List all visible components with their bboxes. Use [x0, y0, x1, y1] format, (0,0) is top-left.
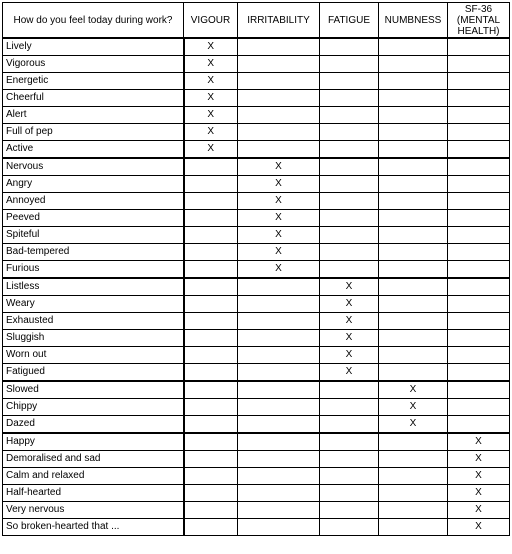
table-row — [3, 141, 510, 159]
empty-cell-numbness — [379, 502, 448, 519]
empty-cell-vigour — [184, 347, 238, 364]
empty-cell-irritability — [238, 278, 320, 296]
header-irritability: IRRITABILITY — [238, 3, 320, 39]
empty-cell-numbness — [379, 451, 448, 468]
empty-cell-irritability — [238, 399, 320, 416]
mark-cell-sf36: X — [448, 451, 510, 468]
mark-cell-sf36: X — [448, 519, 510, 536]
table-row — [3, 244, 510, 261]
row-label: Peeved — [3, 210, 184, 227]
row-label: Exhausted — [3, 313, 184, 330]
empty-cell-numbness — [379, 38, 448, 56]
empty-cell-vigour — [184, 330, 238, 347]
row-label: Alert — [3, 107, 184, 124]
table-row — [3, 296, 510, 313]
empty-cell-fatigue — [320, 90, 379, 107]
table-row — [3, 176, 510, 193]
empty-cell-fatigue — [320, 416, 379, 434]
header-sf36-line1: SF-36 — [464, 3, 493, 15]
mark-cell-vigour: X — [184, 73, 238, 90]
mark-cell-sf36: X — [448, 485, 510, 502]
empty-cell-vigour — [184, 451, 238, 468]
table-row — [3, 158, 510, 176]
empty-cell-irritability — [238, 313, 320, 330]
mark-cell-sf36: X — [448, 468, 510, 485]
row-label: Weary — [3, 296, 184, 313]
table-body — [3, 38, 510, 536]
empty-cell-sf36 — [448, 381, 510, 399]
row-label: Demoralised and sad — [3, 451, 184, 468]
row-label: Happy — [3, 433, 184, 451]
empty-cell-numbness — [379, 210, 448, 227]
row-label: Nervous — [3, 158, 184, 176]
row-label: Vigorous — [3, 56, 184, 73]
empty-cell-vigour — [184, 485, 238, 502]
header-numbness: NUMBNESS — [379, 3, 448, 39]
mark-cell-numbness: X — [379, 416, 448, 434]
empty-cell-fatigue — [320, 107, 379, 124]
empty-cell-irritability — [238, 296, 320, 313]
table-row — [3, 468, 510, 485]
empty-cell-numbness — [379, 227, 448, 244]
empty-cell-numbness — [379, 124, 448, 141]
empty-cell-vigour — [184, 210, 238, 227]
empty-cell-irritability — [238, 451, 320, 468]
empty-cell-numbness — [379, 485, 448, 502]
empty-cell-irritability — [238, 364, 320, 382]
empty-cell-irritability — [238, 433, 320, 451]
empty-cell-sf36 — [448, 244, 510, 261]
empty-cell-numbness — [379, 347, 448, 364]
row-label: Fatigued — [3, 364, 184, 382]
empty-cell-sf36 — [448, 261, 510, 279]
empty-cell-vigour — [184, 433, 238, 451]
table-row — [3, 416, 510, 434]
header-question: How do you feel today during work? — [3, 3, 184, 39]
row-label: Worn out — [3, 347, 184, 364]
empty-cell-numbness — [379, 364, 448, 382]
empty-cell-irritability — [238, 519, 320, 536]
header-sf36-line2: (MENTAL — [456, 14, 501, 26]
empty-cell-sf36 — [448, 90, 510, 107]
empty-cell-irritability — [238, 485, 320, 502]
mark-cell-vigour: X — [184, 90, 238, 107]
table-row — [3, 347, 510, 364]
row-label: Active — [3, 141, 184, 159]
row-label: Cheerful — [3, 90, 184, 107]
empty-cell-irritability — [238, 416, 320, 434]
empty-cell-sf36 — [448, 193, 510, 210]
table-row — [3, 90, 510, 107]
empty-cell-sf36 — [448, 141, 510, 159]
empty-cell-numbness — [379, 261, 448, 279]
empty-cell-fatigue — [320, 244, 379, 261]
row-label: Spiteful — [3, 227, 184, 244]
empty-cell-irritability — [238, 38, 320, 56]
table-row — [3, 124, 510, 141]
empty-cell-fatigue — [320, 141, 379, 159]
empty-cell-sf36 — [448, 107, 510, 124]
empty-cell-numbness — [379, 433, 448, 451]
empty-cell-numbness — [379, 107, 448, 124]
empty-cell-fatigue — [320, 468, 379, 485]
empty-cell-numbness — [379, 193, 448, 210]
header-sf36-line3: HEALTH) — [457, 25, 500, 37]
mark-cell-sf36: X — [448, 433, 510, 451]
mark-cell-vigour: X — [184, 107, 238, 124]
table-row — [3, 433, 510, 451]
table-row — [3, 451, 510, 468]
empty-cell-sf36 — [448, 416, 510, 434]
row-label: Half-hearted — [3, 485, 184, 502]
empty-cell-numbness — [379, 90, 448, 107]
row-label: Sluggish — [3, 330, 184, 347]
table-row — [3, 193, 510, 210]
row-label: Full of pep — [3, 124, 184, 141]
empty-cell-fatigue — [320, 38, 379, 56]
empty-cell-sf36 — [448, 347, 510, 364]
mark-cell-irritability: X — [238, 176, 320, 193]
empty-cell-vigour — [184, 364, 238, 382]
empty-cell-sf36 — [448, 296, 510, 313]
table-row — [3, 330, 510, 347]
empty-cell-vigour — [184, 519, 238, 536]
mark-cell-irritability: X — [238, 158, 320, 176]
empty-cell-irritability — [238, 347, 320, 364]
mark-cell-fatigue: X — [320, 278, 379, 296]
mark-cell-vigour: X — [184, 38, 238, 56]
table-row — [3, 56, 510, 73]
empty-cell-fatigue — [320, 433, 379, 451]
empty-cell-numbness — [379, 141, 448, 159]
header-vigour: VIGOUR — [184, 3, 238, 39]
empty-cell-fatigue — [320, 158, 379, 176]
row-label: Bad-tempered — [3, 244, 184, 261]
empty-cell-sf36 — [448, 278, 510, 296]
row-label: Calm and relaxed — [3, 468, 184, 485]
empty-cell-fatigue — [320, 261, 379, 279]
empty-cell-numbness — [379, 278, 448, 296]
empty-cell-irritability — [238, 381, 320, 399]
table-row — [3, 261, 510, 279]
table-row — [3, 485, 510, 502]
table-row — [3, 227, 510, 244]
mark-cell-fatigue: X — [320, 347, 379, 364]
empty-cell-vigour — [184, 176, 238, 193]
empty-cell-fatigue — [320, 451, 379, 468]
empty-cell-vigour — [184, 278, 238, 296]
empty-cell-vigour — [184, 227, 238, 244]
empty-cell-vigour — [184, 468, 238, 485]
empty-cell-numbness — [379, 519, 448, 536]
empty-cell-fatigue — [320, 381, 379, 399]
mark-cell-irritability: X — [238, 193, 320, 210]
row-label: Furious — [3, 261, 184, 279]
empty-cell-irritability — [238, 107, 320, 124]
empty-cell-sf36 — [448, 227, 510, 244]
table-row — [3, 210, 510, 227]
empty-cell-vigour — [184, 502, 238, 519]
table-row — [3, 502, 510, 519]
empty-cell-numbness — [379, 244, 448, 261]
empty-cell-sf36 — [448, 56, 510, 73]
empty-cell-sf36 — [448, 176, 510, 193]
row-label: So broken-hearted that ... — [3, 519, 184, 536]
empty-cell-fatigue — [320, 502, 379, 519]
table-row — [3, 278, 510, 296]
row-label: Annoyed — [3, 193, 184, 210]
empty-cell-irritability — [238, 330, 320, 347]
empty-cell-sf36 — [448, 210, 510, 227]
mark-cell-irritability: X — [238, 261, 320, 279]
empty-cell-fatigue — [320, 73, 379, 90]
mark-cell-fatigue: X — [320, 330, 379, 347]
header-row — [3, 3, 510, 39]
mark-cell-fatigue: X — [320, 364, 379, 382]
table-row — [3, 519, 510, 536]
empty-cell-vigour — [184, 416, 238, 434]
mood-scale-table — [2, 2, 510, 536]
empty-cell-fatigue — [320, 485, 379, 502]
empty-cell-irritability — [238, 502, 320, 519]
empty-cell-sf36 — [448, 364, 510, 382]
row-label: Slowed — [3, 381, 184, 399]
empty-cell-irritability — [238, 73, 320, 90]
empty-cell-numbness — [379, 56, 448, 73]
row-label: Very nervous — [3, 502, 184, 519]
row-label: Energetic — [3, 73, 184, 90]
empty-cell-numbness — [379, 468, 448, 485]
mark-cell-sf36: X — [448, 502, 510, 519]
table-row — [3, 381, 510, 399]
empty-cell-fatigue — [320, 399, 379, 416]
table-row — [3, 107, 510, 124]
table-row — [3, 73, 510, 90]
empty-cell-fatigue — [320, 56, 379, 73]
table-row — [3, 399, 510, 416]
mark-cell-numbness: X — [379, 381, 448, 399]
empty-cell-vigour — [184, 158, 238, 176]
row-label: Chippy — [3, 399, 184, 416]
mark-cell-vigour: X — [184, 141, 238, 159]
empty-cell-vigour — [184, 381, 238, 399]
mark-cell-irritability: X — [238, 244, 320, 261]
empty-cell-fatigue — [320, 124, 379, 141]
mark-cell-irritability: X — [238, 210, 320, 227]
empty-cell-vigour — [184, 399, 238, 416]
empty-cell-numbness — [379, 73, 448, 90]
empty-cell-vigour — [184, 193, 238, 210]
row-label: Angry — [3, 176, 184, 193]
empty-cell-sf36 — [448, 313, 510, 330]
table-header — [3, 3, 510, 39]
row-label: Listless — [3, 278, 184, 296]
mark-cell-vigour: X — [184, 56, 238, 73]
empty-cell-irritability — [238, 141, 320, 159]
empty-cell-numbness — [379, 296, 448, 313]
header-fatigue: FATIGUE — [320, 3, 379, 39]
empty-cell-sf36 — [448, 399, 510, 416]
empty-cell-fatigue — [320, 193, 379, 210]
empty-cell-sf36 — [448, 124, 510, 141]
empty-cell-irritability — [238, 468, 320, 485]
mark-cell-irritability: X — [238, 227, 320, 244]
empty-cell-fatigue — [320, 227, 379, 244]
row-label: Dazed — [3, 416, 184, 434]
empty-cell-irritability — [238, 90, 320, 107]
mark-cell-fatigue: X — [320, 296, 379, 313]
header-sf36 — [448, 3, 510, 39]
empty-cell-vigour — [184, 244, 238, 261]
empty-cell-vigour — [184, 261, 238, 279]
empty-cell-numbness — [379, 313, 448, 330]
empty-cell-vigour — [184, 313, 238, 330]
mark-cell-fatigue: X — [320, 313, 379, 330]
empty-cell-sf36 — [448, 330, 510, 347]
empty-cell-fatigue — [320, 519, 379, 536]
empty-cell-sf36 — [448, 158, 510, 176]
empty-cell-vigour — [184, 296, 238, 313]
empty-cell-irritability — [238, 124, 320, 141]
empty-cell-fatigue — [320, 176, 379, 193]
empty-cell-sf36 — [448, 73, 510, 90]
empty-cell-irritability — [238, 56, 320, 73]
mark-cell-numbness: X — [379, 399, 448, 416]
table-row — [3, 364, 510, 382]
empty-cell-numbness — [379, 330, 448, 347]
empty-cell-sf36 — [448, 38, 510, 56]
empty-cell-numbness — [379, 176, 448, 193]
table-row — [3, 38, 510, 56]
empty-cell-fatigue — [320, 210, 379, 227]
empty-cell-numbness — [379, 158, 448, 176]
row-label: Lively — [3, 38, 184, 56]
mark-cell-vigour: X — [184, 124, 238, 141]
table-row — [3, 313, 510, 330]
